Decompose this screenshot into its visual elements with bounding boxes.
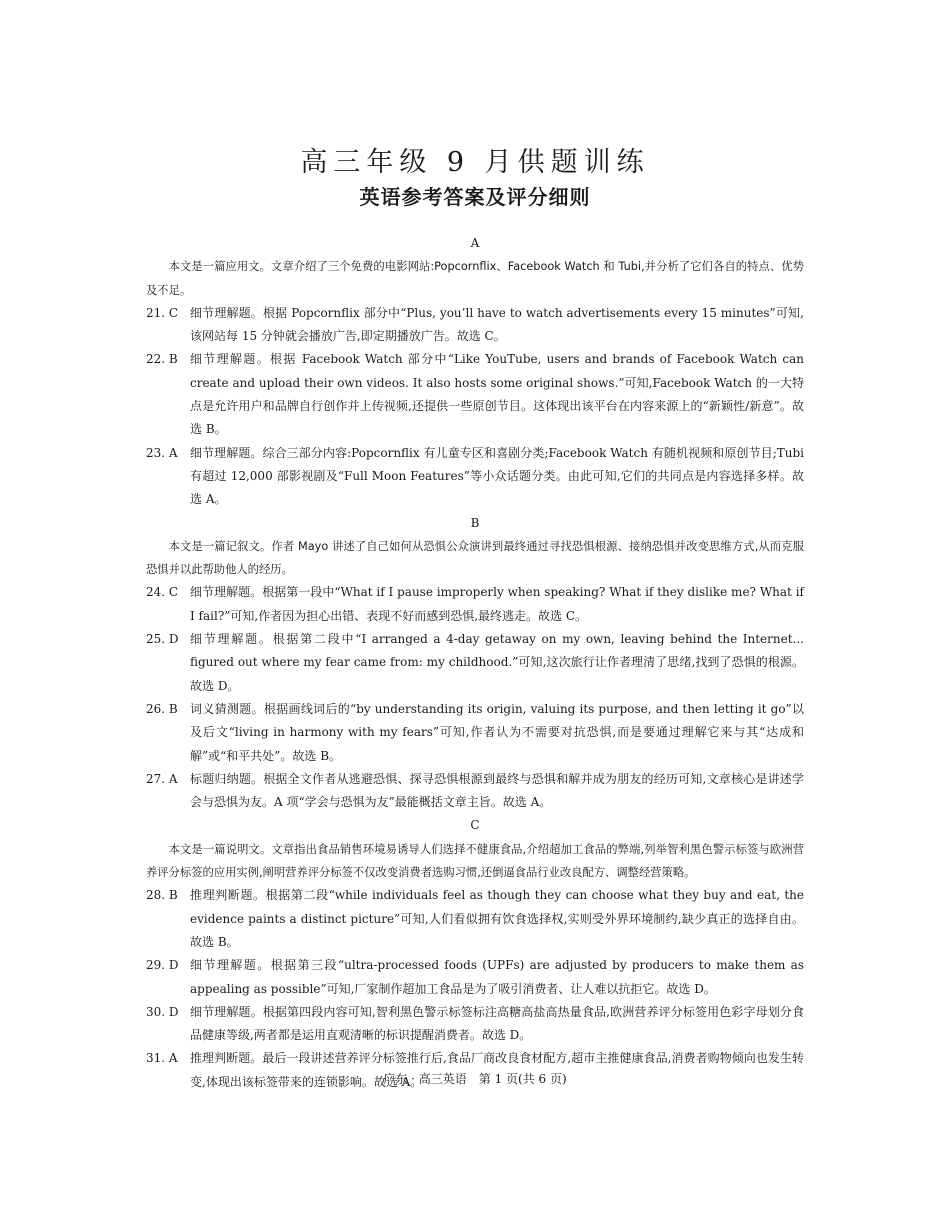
- section-b: [146, 512, 804, 815]
- section-a: [146, 232, 804, 512]
- question-number: 21. C: [146, 305, 179, 320]
- section-intro: 本文是一篇应用文。文章介绍了三个免费的电影网站:Popcornflix、Facebook Watch 和 Tubi,并分析了它们各自的特点、优势及不足。: [146, 260, 804, 297]
- question-explanation: 推理判断题。最后一段讲述营养评分标签推行后,食品厂商改良食材配方,超市主推健康食品,消费者购物倾向也发生转变,体现出该标签带来的连锁影响。故选 A。: [190, 1051, 804, 1089]
- question-number: 23. A: [146, 445, 178, 460]
- page-title: 高三年级 9 月供题训练: [300, 147, 650, 178]
- section-label: B: [470, 515, 480, 530]
- section-c: [146, 814, 804, 1094]
- section-label: A: [470, 236, 480, 250]
- question-item: [146, 348, 804, 441]
- question-explanation: 细节理解题。根据第二段中“I arranged a 4-day getaway on my own, leaving behind the Internet... figured out where my fear came from: my childhood.”可知,这次旅行让作者理清了思绪,找到了恐惧的根源。故选 D。: [190, 632, 804, 693]
- section-intro: 本文是一篇说明文。文章指出食品销售环境易诱导人们选择不健康食品,介绍超加工食品的弊端,列举智利黑色警示标签与欧洲营养评分标签的应用实例,阐明营养评分标签不仅改变消费者选购习惯,还倒逼食品行业改良配方、调整经营策略。: [146, 842, 804, 880]
- question-number: 28. B: [146, 888, 178, 903]
- question-item: [146, 628, 804, 698]
- question-item: [146, 698, 804, 768]
- question-item: [146, 1001, 804, 1048]
- question-explanation: 标题归纳题。根据全文作者从逃避恐惧、探寻恐惧根源到最终与恐惧和解并成为朋友的经历可知,文章核心是讲述学会与恐惧为友。A 项“学会与恐惧为友”最能概括文章主旨。故选 A。: [190, 771, 804, 810]
- answer-content: [146, 232, 804, 1094]
- question-item: [146, 302, 804, 349]
- question-item: [146, 768, 804, 815]
- question-explanation: 细节理解题。根据 Popcornflix 部分中“Plus, you’ll have to watch advertisements every 15 minutes”可知,该网站每 15 分钟就会播放广告,即定期播放广告。故选 C。: [190, 305, 804, 344]
- question-item: [146, 581, 804, 628]
- question-item: [146, 442, 804, 512]
- question-number: 31. A: [146, 1051, 178, 1066]
- question-explanation: 细节理解题。根据第四段内容可知,智利黑色警示标签标注高糖高盐高热量食品,欧洲营养评分标签用色彩字母划分食品健康等级,两者都是运用直观清晰的标识提醒消费者。故选 D。: [190, 1004, 804, 1043]
- section-label: C: [470, 818, 480, 833]
- question-explanation: 推理判断题。根据第二段“while individuals feel as though they can choose what they buy and eat, the evidence paints a distinct picture”可知,人们看似拥有饮食选择权,实则受外界环境制约,缺少真正的选择自由。故选 B。: [190, 888, 804, 949]
- question-number: 24. C: [146, 585, 179, 600]
- page-footer: 广东 · 高三英语 第 1 页(共 6 页): [383, 1072, 567, 1086]
- question-explanation: 细节理解题。根据第一段中“What if I pause improperly when speaking? What if they dislike me? What if I fail?”可知,作者因为担心出错、表现不好而感到恐惧,最终逃走。故选 C。: [190, 585, 804, 623]
- question-item: [146, 954, 804, 1001]
- question-number: 30. D: [146, 1004, 179, 1019]
- question-number: 27. A: [146, 771, 178, 786]
- question-explanation: 细节理解题。综合三部分内容:Popcornflix 有儿童专区和喜剧分类;Facebook Watch 有随机视频和原创节目;Tubi 有超过 12,000 部影视剧及“Full Moon Features”等小众话题分类。由此可知,它们的共同点是内容选择多样。故选 A。: [190, 445, 804, 507]
- question-explanation: 细节理解题。根据第三段“ultra-processed foods (UPFs) are adjusted by producers to make them as appealing as possible”可知,厂家制作超加工食品是为了吸引消费者、让人难以抗拒它。故选 D。: [190, 958, 804, 996]
- page-subtitle: 英语参考答案及评分细则: [359, 185, 591, 209]
- question-number: 26. B: [146, 701, 178, 716]
- question-number: 25. D: [146, 632, 179, 647]
- question-explanation: 词义猜测题。根据画线词后的“by understanding its origin, valuing its purpose, and then letting it go”以及后文“living in harmony with my fears”可知,作者认为不需要对抗恐惧,而是要通过理解它来与其“达成和解”或“和平共处”。故选 B。: [190, 701, 804, 763]
- question-explanation: 细节理解题。根据 Facebook Watch 部分中“Like YouTube, users and brands of Facebook Watch can create and upload their own videos. It also hosts some original shows.”可知,Facebook Watch 的一大特点是允许用户和品牌自行创作并上传视频,还提供一些原创节目。这体现出该平台在内容来源上的“新颖性/新意”。故选 B。: [190, 352, 804, 437]
- question-number: 29. D: [146, 958, 179, 973]
- question-item: [146, 884, 804, 954]
- section-intro: 本文是一篇记叙文。作者 Mayo 讲述了自己如何从恐惧公众演讲到最终通过寻找恐惧根源、接纳恐惧并改变思维方式,从而克服恐惧并以此帮助他人的经历。: [146, 539, 804, 577]
- question-number: 22. B: [146, 352, 178, 367]
